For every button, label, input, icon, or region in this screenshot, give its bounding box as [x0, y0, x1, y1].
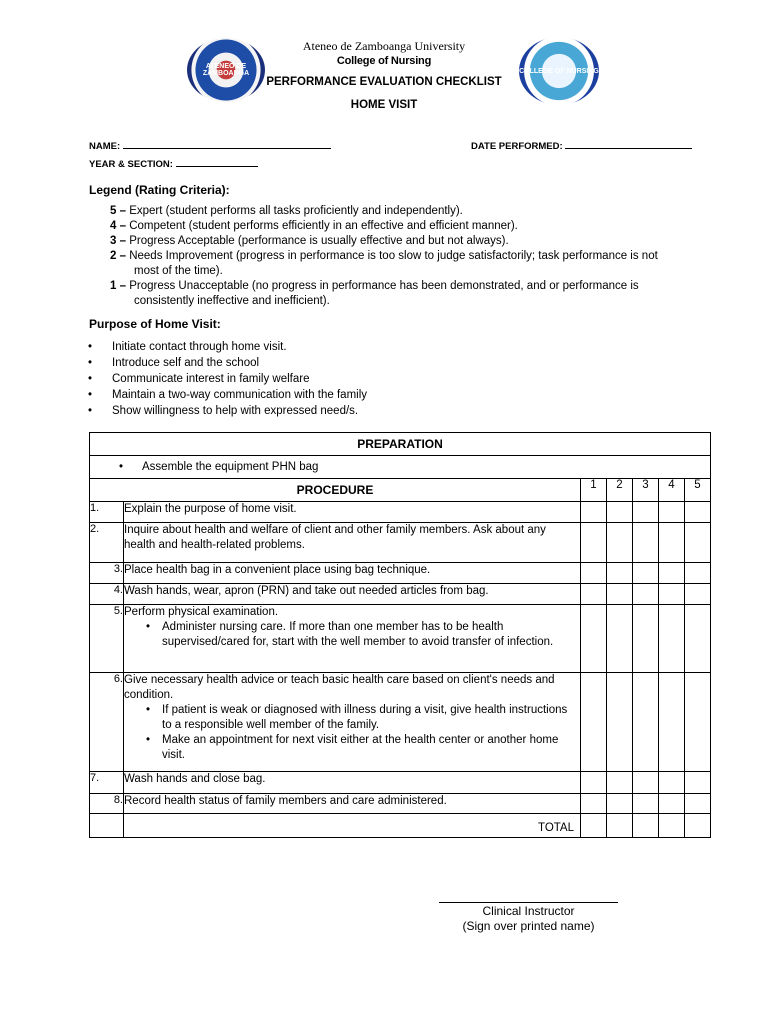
- rating-cell[interactable]: [581, 605, 607, 673]
- total-cell[interactable]: [607, 814, 633, 838]
- rating-cell[interactable]: [633, 794, 659, 814]
- legend-text-cont: most of the time).: [134, 265, 223, 277]
- legend-item-3: [110, 234, 710, 249]
- legend-score: 2 –: [110, 250, 126, 262]
- rating-cell[interactable]: [633, 605, 659, 673]
- name-line[interactable]: [123, 139, 331, 149]
- legend-score: 5 –: [110, 205, 126, 217]
- total-cell[interactable]: [581, 814, 607, 838]
- preparation-item-text: Assemble the equipment PHN bag: [142, 461, 319, 473]
- total-spacer: [90, 814, 124, 838]
- procedure-header-row: [90, 479, 711, 502]
- legend-item-4: [110, 219, 710, 234]
- year-section-line[interactable]: [176, 157, 258, 167]
- rating-cell[interactable]: [659, 794, 685, 814]
- procedure-step-6: [90, 673, 711, 772]
- rating-cell[interactable]: [633, 772, 659, 794]
- step-number: 4.: [113, 584, 123, 596]
- rating-cell[interactable]: [659, 673, 685, 772]
- rating-col-4: 4: [659, 479, 685, 502]
- legend-title: Legend (Rating Criteria):: [89, 183, 230, 197]
- rating-col-2: 2: [607, 479, 633, 502]
- procedure-step-2: [90, 523, 711, 563]
- rating-cell[interactable]: [633, 502, 659, 523]
- document-subtitle: HOME VISIT: [350, 99, 418, 111]
- rating-cell[interactable]: [607, 584, 633, 605]
- step-content: [124, 673, 581, 772]
- step-number: 8.: [113, 794, 123, 806]
- rating-cell[interactable]: [685, 673, 711, 772]
- rating-cell[interactable]: [633, 563, 659, 584]
- step-number: 7.: [90, 772, 124, 794]
- legend-text: Progress Unacceptable (no progress in performance has been demonstrated, and or performance is: [129, 280, 639, 292]
- total-cell[interactable]: [659, 814, 685, 838]
- step-number: 2.: [90, 523, 124, 563]
- legend-item-5: [110, 204, 710, 219]
- signature-line[interactable]: [439, 902, 618, 903]
- rating-cell[interactable]: [685, 605, 711, 673]
- rating-cell[interactable]: [581, 772, 607, 794]
- college-name: College of Nursing: [336, 55, 432, 67]
- step-number: 6.: [113, 673, 123, 685]
- college-seal-text: COLLEGE OF NURSING: [519, 67, 599, 75]
- preparation-item: [90, 456, 711, 479]
- rating-cell[interactable]: [607, 523, 633, 563]
- rating-cell[interactable]: [607, 605, 633, 673]
- step-text: Place health bag in a convenient place using bag technique.: [124, 563, 581, 584]
- signature-note: (Sign over printed name): [462, 919, 595, 933]
- date-label: DATE PERFORMED:: [471, 141, 563, 152]
- legend-text: Competent (student performs efficiently in an effective and efficient manner).: [129, 220, 518, 232]
- rating-cell[interactable]: [659, 523, 685, 563]
- legend-score: 1 –: [110, 280, 126, 292]
- purpose-item: • Maintain a two-way communication with the family: [112, 387, 672, 403]
- procedure-step-4: [90, 584, 711, 605]
- rating-cell[interactable]: [659, 584, 685, 605]
- total-row: [90, 814, 711, 838]
- rating-cell[interactable]: [659, 563, 685, 584]
- rating-cell[interactable]: [685, 772, 711, 794]
- signature-role: Clinical Instructor: [482, 904, 575, 918]
- step-number: 5.: [113, 605, 123, 617]
- procedure-step-3: [90, 563, 711, 584]
- rating-cell[interactable]: [581, 502, 607, 523]
- name-field: [89, 139, 331, 152]
- procedure-step-5: [90, 605, 711, 673]
- rating-cell[interactable]: [685, 523, 711, 563]
- rating-col-5: 5: [685, 479, 711, 502]
- step-text: Inquire about health and welfare of client and other family members. Ask about any health and health-related problems.: [124, 523, 581, 563]
- step-text: Wash hands, wear, apron (PRN) and take out needed articles from bag.: [124, 584, 581, 605]
- rating-cell[interactable]: [633, 523, 659, 563]
- university-name: Ateneo de Zamboanga University: [302, 39, 466, 53]
- rating-cell[interactable]: [659, 605, 685, 673]
- purpose-item: • Introduce self and the school: [112, 355, 672, 371]
- rating-cell[interactable]: [633, 584, 659, 605]
- step-number: 1.: [90, 502, 124, 523]
- preparation-item-row: [90, 456, 711, 479]
- step-text: Give necessary health advice or teach basic health care based on client's needs and condition.: [124, 674, 555, 701]
- legend-text: Needs Improvement (progress in performance is too slow to judge satisfactorily; task performance is not: [129, 250, 658, 262]
- legend-item-2: [110, 249, 710, 279]
- signature-block: [439, 904, 618, 934]
- purpose-title: Purpose of Home Visit:: [89, 317, 221, 331]
- rating-cell[interactable]: [607, 794, 633, 814]
- step-content: [124, 605, 581, 673]
- rating-col-3: 3: [633, 479, 659, 502]
- purpose-list: [112, 339, 672, 419]
- step-text: Explain the purpose of home visit.: [124, 502, 581, 523]
- bullet-icon: •: [119, 461, 124, 473]
- rating-cell[interactable]: [685, 794, 711, 814]
- rating-cell[interactable]: [607, 502, 633, 523]
- step-text: Perform physical examination.: [124, 606, 279, 618]
- name-label: NAME:: [89, 141, 121, 152]
- rating-cell[interactable]: [581, 794, 607, 814]
- year-section-label: YEAR & SECTION:: [89, 159, 173, 170]
- legend-score: 3 –: [110, 235, 126, 247]
- procedure-header: PROCEDURE: [90, 479, 581, 502]
- rating-cell[interactable]: [659, 502, 685, 523]
- legend-text: Expert (student performs all tasks proficiently and independently).: [129, 205, 463, 217]
- date-line[interactable]: [565, 139, 692, 149]
- legend-text-cont: consistently ineffective and inefficient).: [134, 295, 330, 307]
- step-sub-item: • If patient is weak or diagnosed with illness during a visit, give health instructions to a responsible well member of the family.: [124, 703, 580, 733]
- procedure-step-8: [90, 794, 711, 814]
- total-label: TOTAL: [124, 814, 581, 838]
- checklist-table: [89, 432, 711, 838]
- rating-cell[interactable]: [685, 584, 711, 605]
- total-cell[interactable]: [633, 814, 659, 838]
- step-text: Wash hands and close bag.: [124, 772, 581, 794]
- rating-cell[interactable]: [685, 502, 711, 523]
- document-title: PERFORMANCE EVALUATION CHECKLIST: [266, 76, 502, 88]
- procedure-step-1: [90, 502, 711, 523]
- rating-cell[interactable]: [659, 772, 685, 794]
- rating-cell[interactable]: [607, 772, 633, 794]
- rating-cell[interactable]: [581, 563, 607, 584]
- university-seal-text: ATENEO DE ZAMBOANGA: [202, 63, 250, 77]
- rating-cell[interactable]: [607, 673, 633, 772]
- legend-score: 4 –: [110, 220, 126, 232]
- purpose-item: • Show willingness to help with expressed need/s.: [112, 403, 672, 419]
- procedure-step-7: [90, 772, 711, 794]
- rating-col-1: 1: [581, 479, 607, 502]
- rating-cell[interactable]: [607, 563, 633, 584]
- step-sub-item: • Administer nursing care. If more than one member has to be health supervised/cared for, start with the well member to avoid transfer of infection.: [124, 620, 580, 650]
- year-section-field: [89, 157, 258, 170]
- rating-cell[interactable]: [581, 673, 607, 772]
- step-text: Record health status of family members and care administered.: [124, 794, 581, 814]
- rating-cell[interactable]: [685, 563, 711, 584]
- rating-cell[interactable]: [581, 523, 607, 563]
- legend-item-1: [110, 279, 710, 309]
- purpose-item: • Communicate interest in family welfare: [112, 371, 672, 387]
- legend-list: [110, 204, 710, 309]
- rating-cell[interactable]: [633, 673, 659, 772]
- legend-text: Progress Acceptable (performance is usually effective and but not always).: [129, 235, 509, 247]
- total-cell[interactable]: [685, 814, 711, 838]
- date-field: [471, 139, 692, 152]
- preparation-header-row: [90, 433, 711, 456]
- step-number: 3.: [113, 563, 123, 575]
- step-sub-item: • Make an appointment for next visit either at the health center or another home visit.: [124, 733, 580, 763]
- purpose-item: • Initiate contact through home visit.: [112, 339, 672, 355]
- rating-cell[interactable]: [581, 584, 607, 605]
- preparation-header: PREPARATION: [90, 433, 711, 456]
